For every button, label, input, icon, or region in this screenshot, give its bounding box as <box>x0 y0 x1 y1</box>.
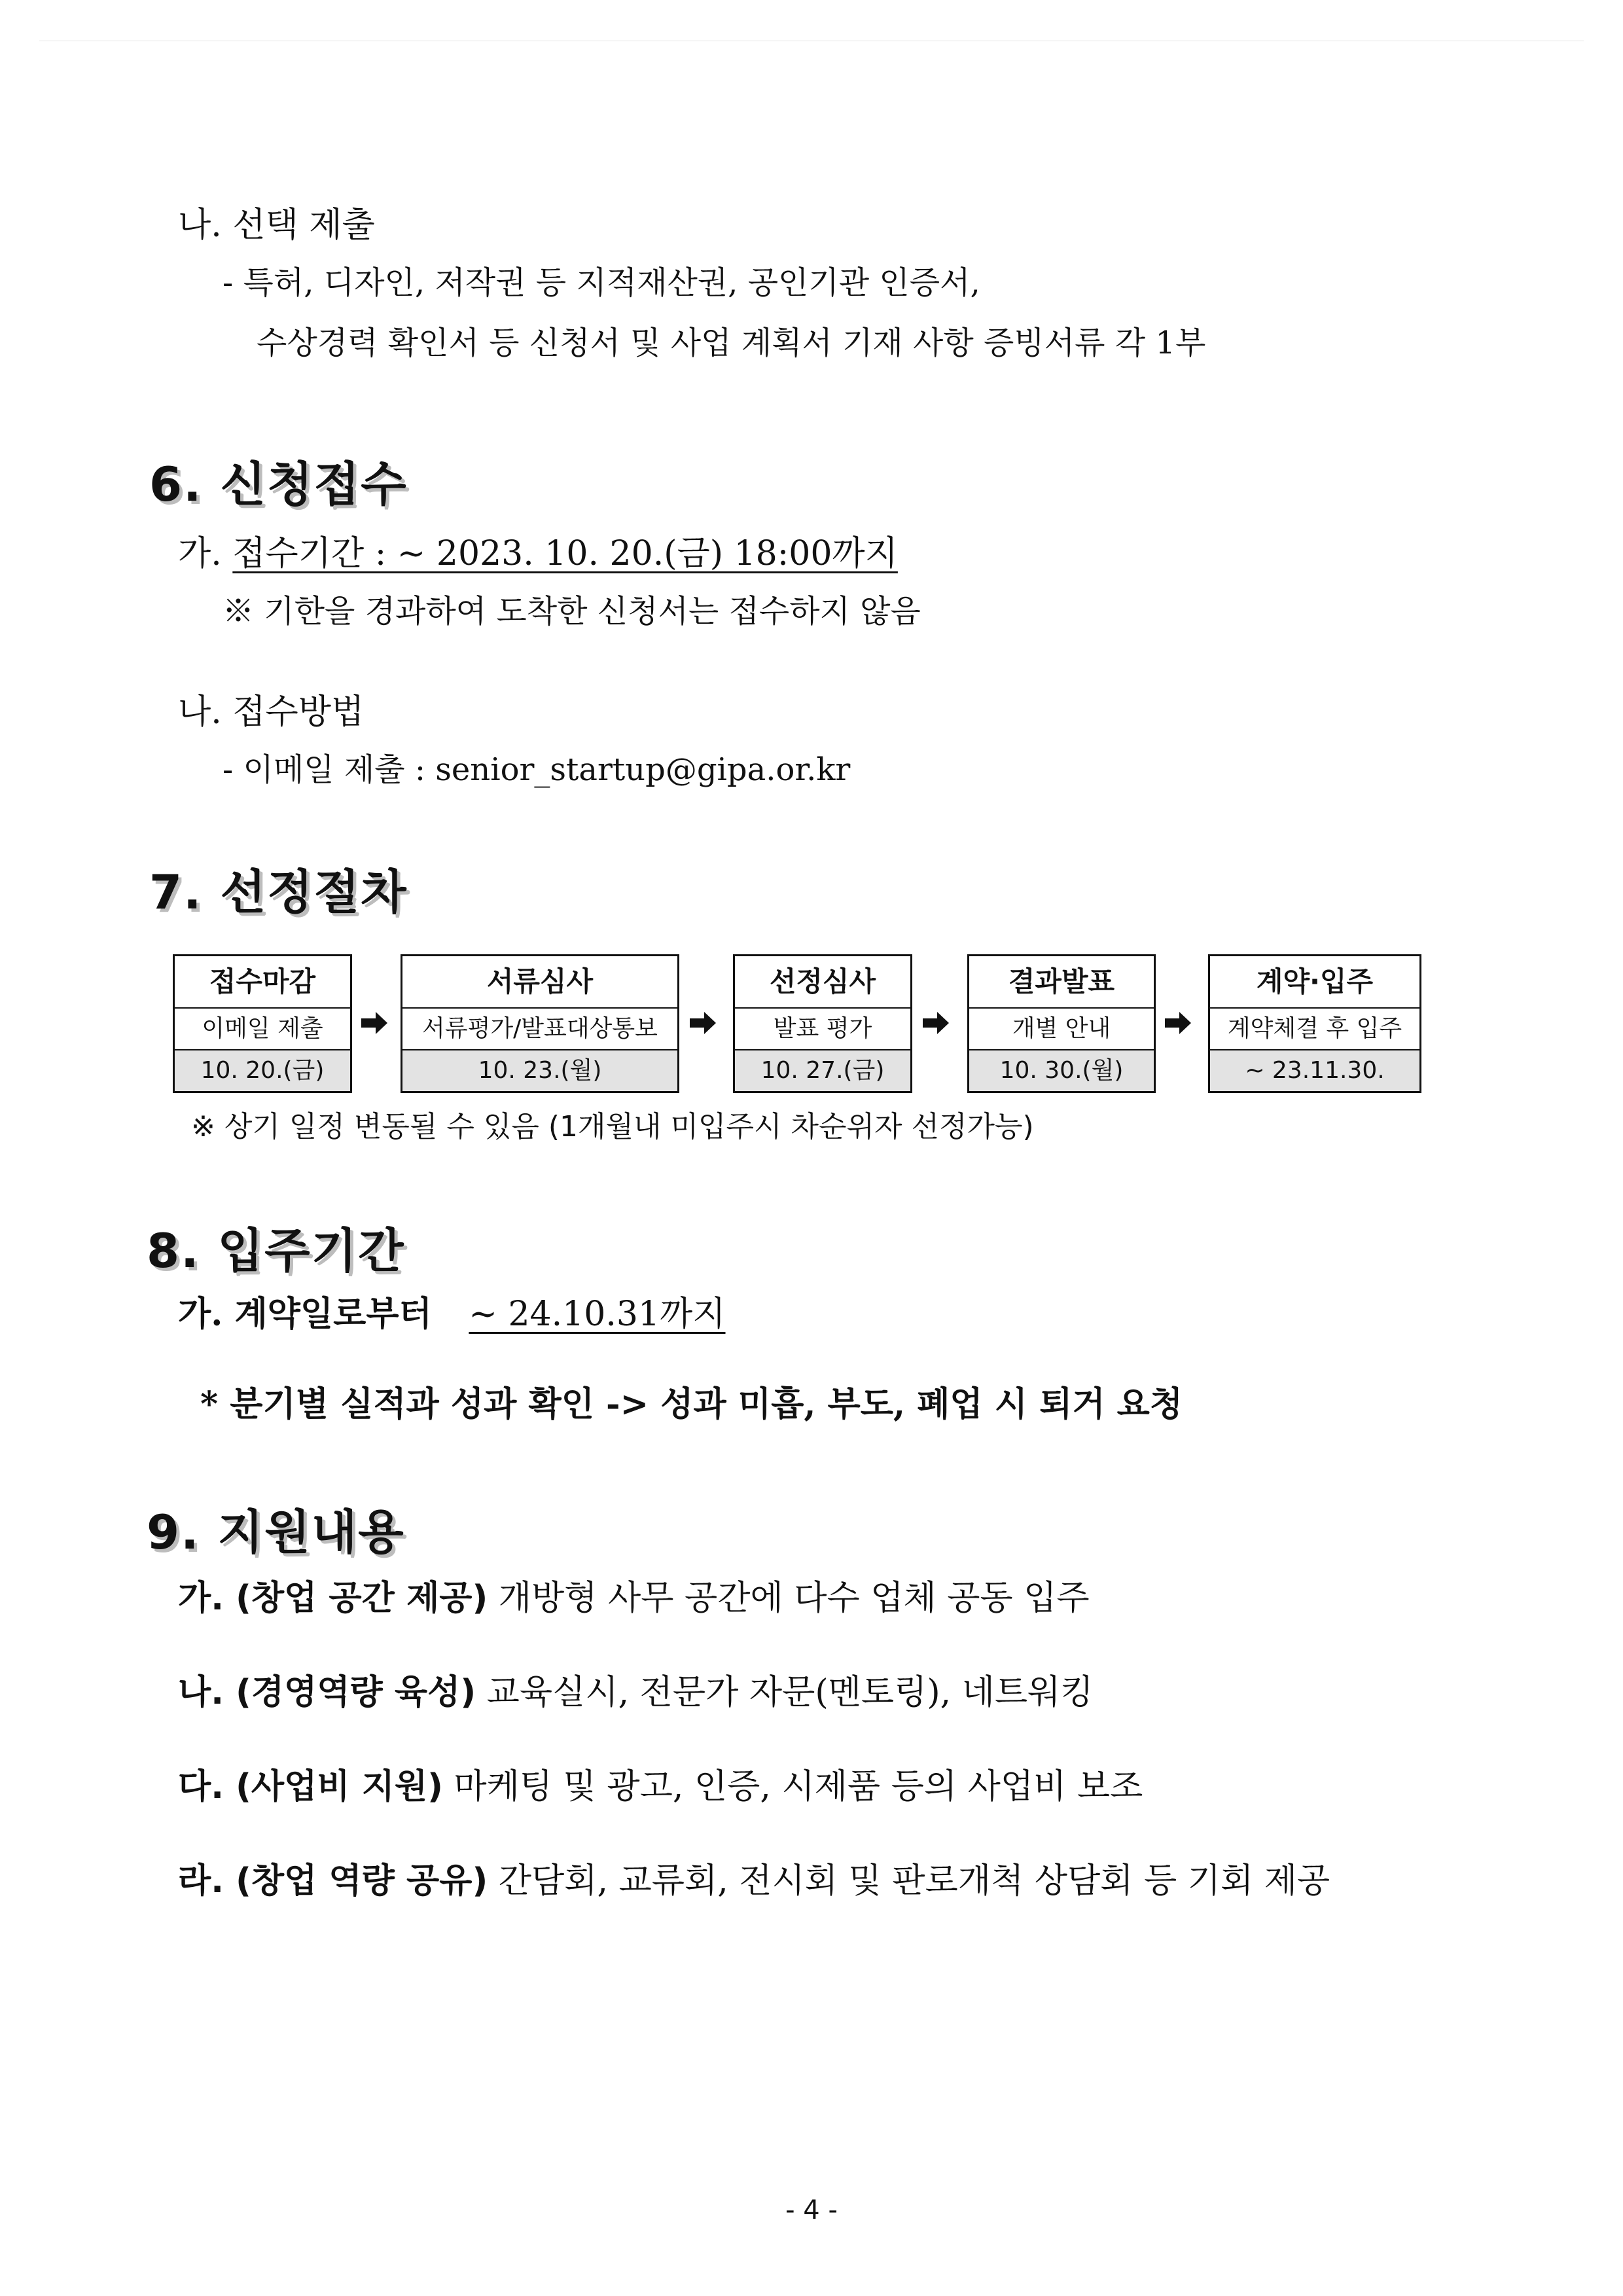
flow-step-title: 결과발표 <box>1008 965 1115 997</box>
flow-step-desc: 발표 평가 <box>735 1007 910 1049</box>
application-period <box>178 533 898 575</box>
flow-step-date: 10. 20.(금) <box>175 1049 350 1091</box>
flow-step-date: 10. 30.(월) <box>969 1049 1154 1091</box>
section-8-heading: 8. 입주기간 <box>147 1223 405 1278</box>
schedule-change-note: ※ 상기 일정 변동될 수 있음 (1개월내 미입주시 차순위자 선정가능) <box>191 1110 1034 1143</box>
optional-submission-title: 나. 선택 제출 <box>178 206 375 245</box>
flow-step-deadline <box>173 954 352 1093</box>
flow-step-title: 서류심사 <box>486 965 594 997</box>
section-7-heading: 7. 선정절차 <box>149 865 408 920</box>
support-item-text: 개방형 사무 공간에 다수 업체 공동 입주 <box>498 1579 1090 1618</box>
flow-step-title: 계약·입주 <box>1256 965 1374 997</box>
flow-step-document-review <box>401 954 679 1093</box>
support-item <box>178 1860 1330 1902</box>
arrow-right-icon <box>690 1012 716 1034</box>
application-method-title: 나. 접수방법 <box>178 692 365 732</box>
flow-step-title: 접수마감 <box>209 965 316 997</box>
support-item-label: 다. (사업비 지원) <box>178 1767 443 1806</box>
arrow-right-icon <box>1165 1012 1191 1034</box>
arrow-right-icon <box>361 1012 387 1034</box>
occupancy-period <box>178 1293 726 1335</box>
support-item <box>178 1577 1090 1619</box>
optional-submission-line-2: 수상경력 확인서 등 신청서 및 사업 계획서 기재 사항 증빙서류 각 1부 <box>257 325 1206 361</box>
support-item-label: 나. (경영역량 육성) <box>178 1673 476 1712</box>
section-9-heading: 9. 지원내용 <box>147 1505 405 1560</box>
application-period-text: 접수기간 : ~ 2023. 10. 20.(금) 18:00까지 <box>232 534 898 573</box>
support-item-label: 가. (창업 공간 제공) <box>178 1579 488 1618</box>
flow-step-desc: 개별 안내 <box>969 1007 1154 1049</box>
occupancy-period-value: ~ 24.10.31까지 <box>469 1295 726 1334</box>
flow-step-desc: 서류평가/발표대상통보 <box>402 1007 677 1049</box>
support-item-text: 간담회, 교류회, 전시회 및 판로개척 상담회 등 기회 제공 <box>498 1861 1330 1901</box>
support-item-text: 교육실시, 전문가 자문(멘토링), 네트워킹 <box>486 1673 1094 1712</box>
flow-step-selection-review <box>733 954 912 1093</box>
flow-step-date: ~ 23.11.30. <box>1210 1049 1419 1091</box>
flow-step-contract-move-in <box>1208 954 1421 1093</box>
occupancy-period-label: 가. 계약일로부터 <box>178 1294 432 1334</box>
arrow-right-icon <box>923 1012 949 1034</box>
deadline-note: ※ 기한을 경과하여 도착한 신청서는 접수하지 않음 <box>223 593 921 630</box>
support-item <box>178 1672 1094 1713</box>
flow-step-desc: 계약체결 후 입주 <box>1210 1007 1419 1049</box>
quarterly-review-note: * 분기별 실적과 성과 확인 -> 성과 미흡, 부도, 폐업 시 퇴거 요청 <box>200 1384 1183 1424</box>
flow-step-date: 10. 23.(월) <box>402 1049 677 1091</box>
support-item <box>178 1766 1143 1808</box>
support-item-text: 마케팅 및 광고, 인증, 시제품 등의 사업비 보조 <box>454 1767 1143 1806</box>
flow-step-date: 10. 27.(금) <box>735 1049 910 1091</box>
section-6-heading: 6. 신청접수 <box>149 457 408 512</box>
support-item-label: 라. (창업 역량 공유) <box>178 1861 488 1901</box>
optional-submission-line-1: - 특허, 디자인, 저작권 등 지적재산권, 공인기관 인증서, <box>223 264 980 301</box>
page-number: - 4 - <box>785 2195 838 2225</box>
flow-step-desc: 이메일 제출 <box>175 1007 350 1049</box>
flow-step-title: 선정심사 <box>769 965 876 997</box>
email-submission-line: - 이메일 제출 : senior_startup@gipa.or.kr <box>223 751 851 788</box>
flow-step-result-announcement <box>967 954 1156 1093</box>
application-period-prefix: 가. <box>178 534 233 573</box>
